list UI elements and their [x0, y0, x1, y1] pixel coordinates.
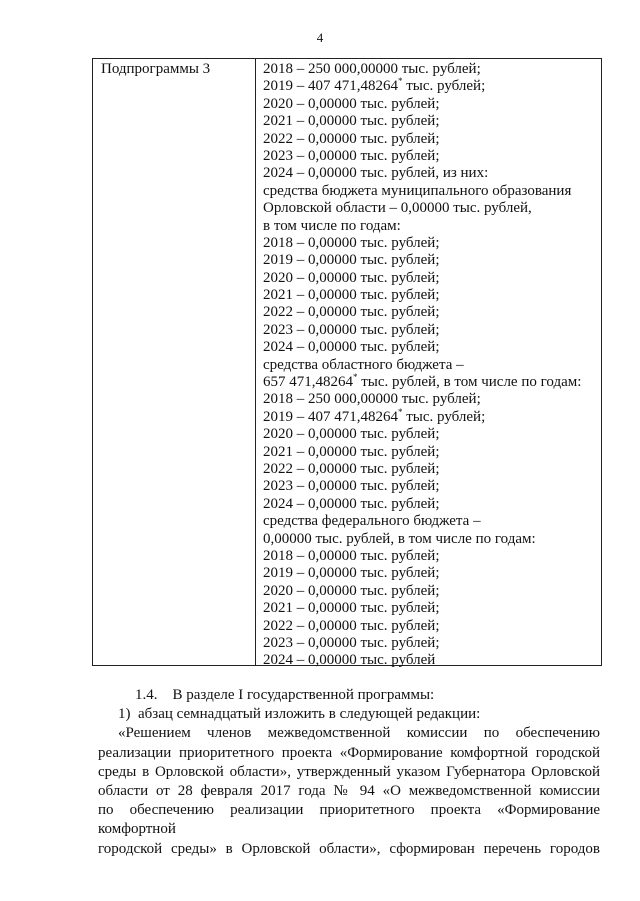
- table-value-line: 2019 – 0,00000 тыс. рублей;: [263, 252, 440, 269]
- table-value-line: 2023 – 0,00000 тыс. рублей;: [263, 147, 440, 164]
- table-value-line: 0,00000 тыс. рублей, в том числе по годам:: [263, 530, 536, 547]
- table-value-line: 2024 – 0,00000 тыс. рублей: [263, 652, 436, 669]
- quote-line: по обеспечению реализации приоритетного проекта «Формирование комфортной: [98, 802, 600, 838]
- budget-table: [92, 58, 602, 669]
- table-value-line: 2020 – 0,00000 тыс. рублей;: [263, 426, 440, 443]
- table-value-line: 2023 – 0,00000 тыс. рублей;: [263, 634, 440, 651]
- table-value-line: Орловской области – 0,00000 тыс. рублей,: [263, 200, 532, 217]
- section-heading: 1.4. В разделе I государственной программы:: [135, 687, 435, 703]
- table-value-line: 2023 – 0,00000 тыс. рублей;: [263, 478, 440, 495]
- table-value-line: в том числе по годам:: [263, 217, 401, 234]
- quote-line: среды в Орловской области», утвержденный указом Губернатора Орловской: [98, 763, 600, 780]
- column-divider: [255, 59, 256, 665]
- table-value-line: 2019 – 407 471,48264* тыс. рублей;: [263, 76, 486, 95]
- table-value-line: 2021 – 0,00000 тыс. рублей;: [263, 600, 440, 617]
- table-value-cell: [263, 61, 598, 670]
- table-value-line: 2022 – 0,00000 тыс. рублей;: [263, 460, 440, 477]
- table-value-line: 2021 – 0,00000 тыс. рублей;: [263, 287, 440, 304]
- page-number: 4: [316, 30, 324, 45]
- quote-line: реализации приоритетного проекта «Формирование комфортной городской: [98, 744, 600, 761]
- table-value-line: 2021 – 0,00000 тыс. рублей;: [263, 443, 440, 460]
- table-value-line: 2024 – 0,00000 тыс. рублей;: [263, 495, 440, 512]
- table-value-line: 2022 – 0,00000 тыс. рублей;: [263, 130, 440, 147]
- list-item: 1) абзац семнадцатый изложить в следующей редакции:: [118, 706, 481, 723]
- table-value-line: 2019 – 0,00000 тыс. рублей;: [263, 565, 440, 582]
- table-value-line: 2020 – 0,00000 тыс. рублей;: [263, 582, 440, 599]
- body-text: [98, 686, 600, 859]
- table-value-line: 2022 – 0,00000 тыс. рублей;: [263, 304, 440, 321]
- table-value-line: 2018 – 250 000,00000 тыс. рублей;: [263, 61, 481, 77]
- quote-line: области от 28 февраля 2017 года № 94 «О межведомственной комиссии: [98, 783, 600, 800]
- table-value-line: 2020 – 0,00000 тыс. рублей;: [263, 269, 440, 286]
- table-value-line: средства областного бюджета –: [263, 356, 464, 373]
- table-value-line: 2018 – 250 000,00000 тыс. рублей;: [263, 391, 481, 408]
- quote-paragraph: [98, 724, 600, 858]
- table-value-line: 2024 – 0,00000 тыс. рублей;: [263, 339, 440, 356]
- table-value-line: средства федерального бюджета –: [263, 513, 481, 530]
- table-value-line: 2022 – 0,00000 тыс. рублей;: [263, 617, 440, 634]
- table-value-line: 2024 – 0,00000 тыс. рублей, из них:: [263, 165, 489, 182]
- quote-line: городской среды» в Орловской области», сформирован перечень городов: [98, 840, 600, 857]
- table-value-line: 2021 – 0,00000 тыс. рублей;: [263, 113, 440, 130]
- table-value-line: 2018 – 0,00000 тыс. рублей;: [263, 234, 440, 251]
- table-value-line: средства бюджета муниципального образования: [263, 182, 572, 199]
- table-value-line: 657 471,48264* тыс. рублей, в том числе по годам:: [263, 372, 582, 391]
- table-value-line: 2023 – 0,00000 тыс. рублей;: [263, 321, 440, 338]
- table-value-line: 2019 – 407 471,48264* тыс. рублей;: [263, 406, 486, 425]
- table-row-label: Подпрограммы 3: [101, 61, 211, 77]
- quote-line: «Решением членов межведомственной комиссии по обеспечению: [118, 725, 600, 742]
- table-value-line: 2018 – 0,00000 тыс. рублей;: [263, 547, 440, 564]
- table-value-line: 2020 – 0,00000 тыс. рублей;: [263, 95, 440, 112]
